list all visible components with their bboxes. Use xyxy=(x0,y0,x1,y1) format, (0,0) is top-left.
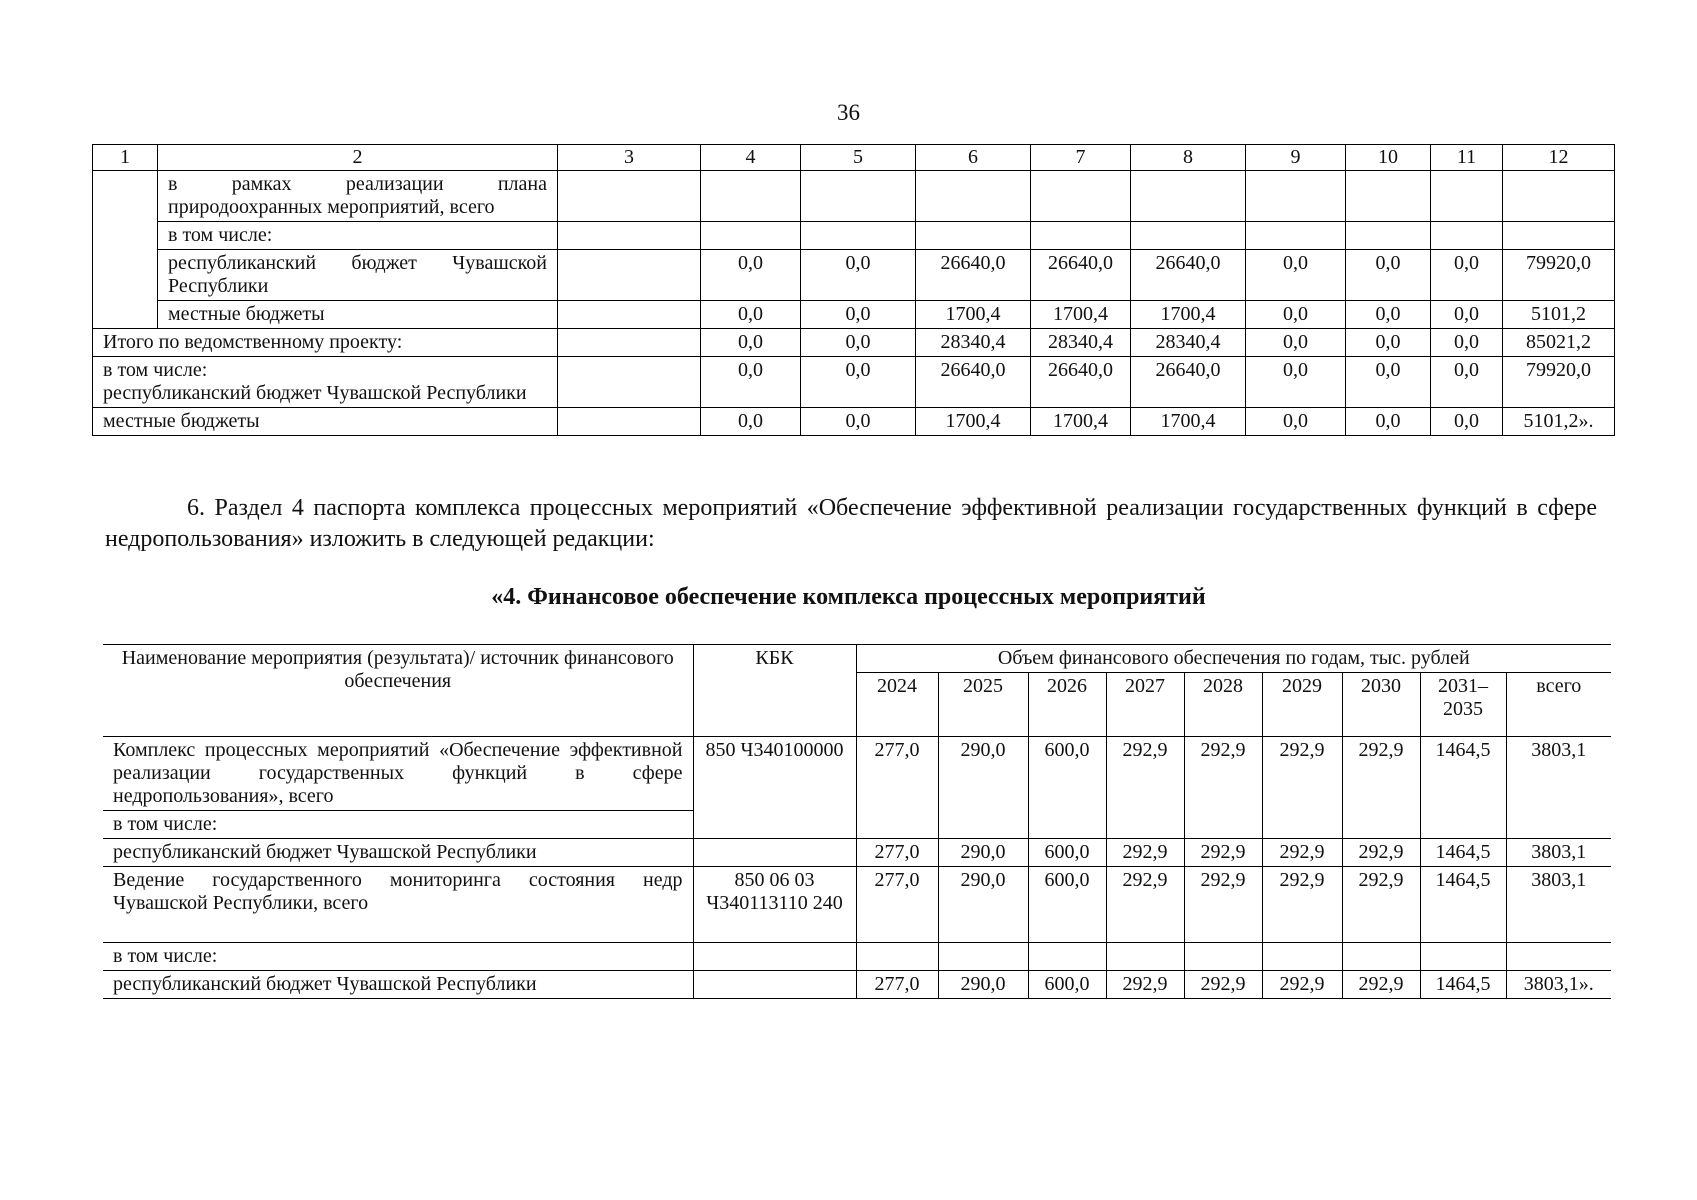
value-cell xyxy=(856,943,938,971)
value-cell: 0,0 xyxy=(1346,329,1431,357)
value-cell xyxy=(1342,943,1420,971)
kbk-cell: 850 Ч340100000 xyxy=(693,737,856,839)
value-cell xyxy=(1031,171,1131,222)
value-cell xyxy=(1246,222,1346,250)
table-row xyxy=(103,839,1611,867)
value-cell: 600,0 xyxy=(1028,971,1106,999)
column-number: 2 xyxy=(158,145,558,171)
value-cell: 26640,0 xyxy=(916,250,1031,301)
value-cell: 1700,4 xyxy=(916,301,1031,329)
column-number: 9 xyxy=(1246,145,1346,171)
kbk-cell xyxy=(693,971,856,999)
value-cell xyxy=(701,222,801,250)
row-label: республиканский бюджет Чувашской Республики xyxy=(158,250,558,301)
value-cell: 28340,4 xyxy=(1131,329,1246,357)
value-cell: 26640,0 xyxy=(916,357,1031,408)
row-label: Итого по ведомственному проекту: xyxy=(93,329,558,357)
header-kbk-column: КБК xyxy=(693,645,856,737)
value-cell xyxy=(801,171,916,222)
column-number: 4 xyxy=(701,145,801,171)
value-cell: 1700,4 xyxy=(916,408,1031,436)
column-number: 11 xyxy=(1431,145,1503,171)
value-cell: 28340,4 xyxy=(1031,329,1131,357)
column-number-row xyxy=(93,145,1615,171)
row-label: в том числе: xyxy=(103,811,693,839)
value-cell xyxy=(1106,943,1184,971)
amendment-paragraph: 6. Раздел 4 паспорта комплекса процессных мероприятий «Обеспечение эффективной реализации государственных функций в сфере недропользования» изложить в следующей редакции: xyxy=(105,495,1597,553)
value-cell: 292,9 xyxy=(1106,839,1184,867)
column-number: 10 xyxy=(1346,145,1431,171)
value-cell xyxy=(701,171,801,222)
table-row xyxy=(103,971,1611,999)
table-row xyxy=(93,301,1615,329)
table-row xyxy=(103,737,1611,811)
value-cell: 0,0 xyxy=(801,250,916,301)
table-row xyxy=(93,222,1615,250)
value-cell xyxy=(1503,171,1615,222)
value-cell: 600,0 xyxy=(1028,839,1106,867)
row-label: местные бюджеты xyxy=(93,408,558,436)
row-label: республиканский бюджет Чувашской Республики xyxy=(103,971,693,999)
funding-table-continued xyxy=(92,144,1615,436)
value-cell: 0,0 xyxy=(1431,250,1503,301)
kbk-cell: 850 06 03 Ч340113110 240 xyxy=(693,867,856,943)
row-label-line: республиканский бюджет Чувашской Республики xyxy=(103,382,527,404)
value-cell: 1464,5 xyxy=(1420,839,1506,867)
value-cell: 292,9 xyxy=(1342,839,1420,867)
year-header: 2029 xyxy=(1262,673,1342,737)
value-cell: 0,0 xyxy=(1346,408,1431,436)
value-cell: 26640,0 xyxy=(1131,250,1246,301)
value-cell: 79920,0 xyxy=(1503,357,1615,408)
table-row xyxy=(93,250,1615,301)
value-cell: 290,0 xyxy=(938,971,1028,999)
value-cell: 292,9 xyxy=(1184,839,1262,867)
kbk-cell xyxy=(693,943,856,971)
value-cell: 0,0 xyxy=(701,250,801,301)
table-row xyxy=(103,943,1611,971)
blank-cell xyxy=(93,171,158,329)
table-row xyxy=(93,171,1615,222)
row-label: Комплекс процессных мероприятий «Обеспечение эффективной реализации государственных функций в сфере недропользования», всего xyxy=(103,737,693,811)
header-name-column: Наименование мероприятия (результата)/ источник финансового обеспечения xyxy=(103,645,693,737)
section-heading: «4. Финансовое обеспечение комплекса процессных мероприятий xyxy=(491,584,1206,610)
value-cell xyxy=(1431,222,1503,250)
value-cell: 1700,4 xyxy=(1031,301,1131,329)
value-cell xyxy=(1262,943,1342,971)
value-cell xyxy=(1346,171,1431,222)
row-label: в том числе: xyxy=(103,943,693,971)
value-cell: 1464,5 xyxy=(1420,867,1506,943)
value-cell: 0,0 xyxy=(1431,357,1503,408)
value-cell: 0,0 xyxy=(1246,301,1346,329)
value-cell: 0,0 xyxy=(801,301,916,329)
table-row xyxy=(93,408,1615,436)
row-label xyxy=(93,357,558,408)
value-cell: 0,0 xyxy=(801,329,916,357)
value-cell: 277,0 xyxy=(856,867,938,943)
value-cell xyxy=(938,943,1028,971)
column-number: 6 xyxy=(916,145,1031,171)
blank-cell xyxy=(558,250,701,301)
year-header: всего xyxy=(1506,673,1611,737)
value-cell: 0,0 xyxy=(701,408,801,436)
value-cell: 0,0 xyxy=(1346,357,1431,408)
value-cell: 292,9 xyxy=(1262,867,1342,943)
blank-cell xyxy=(558,408,701,436)
value-cell: 26640,0 xyxy=(1031,250,1131,301)
column-number: 7 xyxy=(1031,145,1131,171)
value-cell: 5101,2». xyxy=(1503,408,1615,436)
value-cell xyxy=(1503,222,1615,250)
table-row xyxy=(103,867,1611,943)
value-cell xyxy=(1420,943,1506,971)
value-cell: 277,0 xyxy=(856,971,938,999)
row-label: местные бюджеты xyxy=(158,301,558,329)
kbk-cell xyxy=(693,839,856,867)
value-cell: 0,0 xyxy=(1431,408,1503,436)
year-header: 2030 xyxy=(1342,673,1420,737)
value-cell: 277,0 xyxy=(856,839,938,867)
value-cell xyxy=(1431,171,1503,222)
value-cell: 292,9 xyxy=(1342,737,1420,839)
value-cell xyxy=(1246,171,1346,222)
row-label-line: в том числе: xyxy=(103,359,208,381)
blank-cell xyxy=(558,222,701,250)
value-cell: 290,0 xyxy=(938,839,1028,867)
value-cell: 5101,2 xyxy=(1503,301,1615,329)
value-cell: 3803,1 xyxy=(1506,737,1611,839)
value-cell: 0,0 xyxy=(1346,250,1431,301)
column-number: 1 xyxy=(93,145,158,171)
column-number: 8 xyxy=(1131,145,1246,171)
value-cell: 1700,4 xyxy=(1131,408,1246,436)
blank-cell xyxy=(558,329,701,357)
value-cell: 28340,4 xyxy=(916,329,1031,357)
value-cell: 292,9 xyxy=(1106,737,1184,839)
blank-cell xyxy=(558,171,701,222)
value-cell: 3803,1 xyxy=(1506,839,1611,867)
value-cell: 0,0 xyxy=(1246,329,1346,357)
value-cell: 1464,5 xyxy=(1420,971,1506,999)
value-cell: 26640,0 xyxy=(1131,357,1246,408)
year-header: 2025 xyxy=(938,673,1028,737)
value-cell xyxy=(916,171,1031,222)
value-cell: 1464,5 xyxy=(1420,737,1506,839)
financing-table xyxy=(103,644,1611,999)
row-label: в рамках реализации плана природоохранных мероприятий, всего xyxy=(158,171,558,222)
blank-cell xyxy=(558,301,701,329)
value-cell: 292,9 xyxy=(1262,839,1342,867)
value-cell: 277,0 xyxy=(856,737,938,839)
value-cell: 0,0 xyxy=(701,301,801,329)
value-cell xyxy=(1131,171,1246,222)
value-cell: 292,9 xyxy=(1262,737,1342,839)
value-cell: 79920,0 xyxy=(1503,250,1615,301)
value-cell: 600,0 xyxy=(1028,737,1106,839)
value-cell xyxy=(1131,222,1246,250)
row-label: в том числе: xyxy=(158,222,558,250)
value-cell: 0,0 xyxy=(1431,301,1503,329)
value-cell xyxy=(1184,943,1262,971)
value-cell xyxy=(916,222,1031,250)
table-row xyxy=(93,357,1615,408)
value-cell: 292,9 xyxy=(1184,737,1262,839)
value-cell: 290,0 xyxy=(938,737,1028,839)
page-number: 36 xyxy=(837,100,860,125)
value-cell: 0,0 xyxy=(801,357,916,408)
header-volume-column: Объем финансового обеспечения по годам, тыс. рублей xyxy=(856,645,1611,673)
year-header: 2026 xyxy=(1028,673,1106,737)
value-cell xyxy=(1506,943,1611,971)
value-cell: 292,9 xyxy=(1184,867,1262,943)
row-label: Ведение государственного мониторинга состояния недр Чувашской Республики, всего xyxy=(103,867,693,943)
value-cell xyxy=(1028,943,1106,971)
value-cell xyxy=(1031,222,1131,250)
year-header: 2028 xyxy=(1184,673,1262,737)
value-cell: 0,0 xyxy=(701,329,801,357)
value-cell: 26640,0 xyxy=(1031,357,1131,408)
value-cell: 290,0 xyxy=(938,867,1028,943)
value-cell: 292,9 xyxy=(1106,971,1184,999)
value-cell: 0,0 xyxy=(801,408,916,436)
value-cell: 3803,1». xyxy=(1506,971,1611,999)
value-cell: 0,0 xyxy=(1246,250,1346,301)
column-number: 12 xyxy=(1503,145,1615,171)
column-number: 5 xyxy=(801,145,916,171)
value-cell: 0,0 xyxy=(1431,329,1503,357)
value-cell: 600,0 xyxy=(1028,867,1106,943)
value-cell: 0,0 xyxy=(1246,357,1346,408)
value-cell: 3803,1 xyxy=(1506,867,1611,943)
value-cell: 292,9 xyxy=(1342,971,1420,999)
value-cell: 85021,2 xyxy=(1503,329,1615,357)
value-cell: 292,9 xyxy=(1262,971,1342,999)
value-cell: 0,0 xyxy=(1346,301,1431,329)
value-cell: 1700,4 xyxy=(1031,408,1131,436)
value-cell: 292,9 xyxy=(1342,867,1420,943)
value-cell: 0,0 xyxy=(701,357,801,408)
value-cell: 292,9 xyxy=(1106,867,1184,943)
value-cell: 0,0 xyxy=(1246,408,1346,436)
table-header-row xyxy=(103,645,1611,673)
value-cell: 292,9 xyxy=(1184,971,1262,999)
year-header: 2027 xyxy=(1106,673,1184,737)
year-header: 2031–2035 xyxy=(1420,673,1506,737)
value-cell: 1700,4 xyxy=(1131,301,1246,329)
year-header: 2024 xyxy=(856,673,938,737)
column-number: 3 xyxy=(558,145,701,171)
value-cell xyxy=(801,222,916,250)
row-label: республиканский бюджет Чувашской Республики xyxy=(103,839,693,867)
value-cell xyxy=(1346,222,1431,250)
table-row xyxy=(93,329,1615,357)
blank-cell xyxy=(558,357,701,408)
